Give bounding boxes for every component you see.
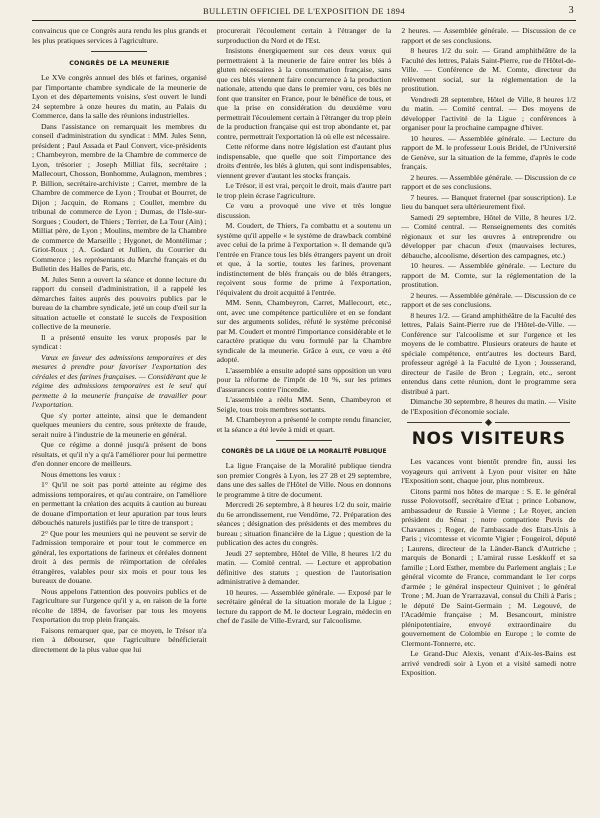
paragraph: Samedi 29 septembre, Hôtel de Ville, 8 heures 1/2. — Comité central. — Renseignements des comités régionaux et sur les œuvres à entreprendre ou développer par chacun d'eux (mauvaises lectures, débauche, alcoolisme, désertion des campagnes, etc.) xyxy=(401,212,576,260)
paragraph: MM. Senn, Chambeyron, Carret, Mallecourt, etc., ont, avec une compétence particulière et en se fondant sur des arguments solides, réfuté le système préconisé par M. Coudert et montré l'importance considérable et le caractère pratique du vœu formulé par la Chambre syndicale de la meunerie. Grâce à eux, ce vœu a été adopté. xyxy=(216,298,392,364)
section-heading-moralite: CONGRÈS DE LA LIGUE DE LA MORALITÉ PUBLIQUE xyxy=(221,449,387,455)
paragraph: M. Chambeyron a présenté le compte rendu financier, et la séance a été levée à midi et quart. xyxy=(216,415,392,434)
paragraph: L'assemblée a réélu MM. Senn, Chambeyron et Seigle, tous trois membres sortants. xyxy=(216,395,392,414)
paragraph: 2 heures. — Assemblée générale. — Discussion de ce rapport et de ses conclusions. xyxy=(401,26,576,45)
paragraph: 1° Qu'il ne soit pas porté atteinte au régime des admissions temporaires, et qu'au contraire, on l'améliore en permettant la création des acquits à caution au bureau de douane d'importation et leur apuration par tous leurs débouchés naturels justifiés par le titre de transport ; xyxy=(32,480,207,527)
paragraph: Ce vœu a provoqué une vive et très longue discussion. xyxy=(216,201,392,220)
paragraph: Nous appelons l'attention des pouvoirs publics et de l'agriculture sur l'urgence qu'il y a, en raison de la forte récolte de 1894, de favoriser par tous les moyens l'exportation du trop plein français. xyxy=(32,586,207,624)
section-heading-meunerie: CONGRÈS DE LA MEUNERIE xyxy=(69,60,170,67)
paragraph: Le Trésor, il est vrai, perçoit le droit, mais d'autre part le trop plein écrase l'agriculture. xyxy=(216,181,392,200)
paragraph: Insistons énergiquement sur ces deux vœux qui permettraient à la meunerie de faire entrer les blés à gluten nécessaires à la consommation française, sans que ces blés viennent faire concurrence à la production nationale, attendu que dans le premier vœu, ces blés ne font que transiter en France, pour le bénéfice de tous, et que la prise en considération du deuxième vœu permettrait l'écoulement certain à l'étranger du trop plein de la production française qui est trop abondante et, par contre, permettrait l'exportation là où elle est nécessaire. xyxy=(216,46,392,141)
paragraph: 7 heures. — Banquet fraternel (par souscription). Le lieu du banquet sera ultérieurement fixé. xyxy=(401,192,576,211)
page-header xyxy=(32,4,576,21)
paragraph: Le XVe congrès annuel des blés et farines, organisé par l'importante chambre syndicale de la meunerie de Lyon et des départements voisins, s'est ouvert le lundi 24 septembre à onze heures du matin, au Palais du Commerce, dans la salle des réunions industrielles. xyxy=(32,73,207,120)
paragraph: L'assemblée a ensuite adopté sans opposition un vœu pour la réforme de l'impôt de 10 %, sur les primes d'assurances contre l'incendie. xyxy=(216,365,392,394)
paragraph: Citons parmi nos hôtes de marque : S. E. le général russe Polovotsoff, secrétaire d'Etat ; prince Lobanow, ambassadeur de Russie à Vienne ; Le Royer, ancien président du Sénat ; notre compatriote Puvis de Chavannes ; Roger, de l'ambassade des Etats-Unis à Paris ; vicomtesse et vicomte Vigier ; Fougeirol, député ; Laurens, directeur de la Länder-Banck d'Autriche ; marquis de Bonardi ; L'amiral russe Leskkoff et sa famille ; Lord Esther, membre du Parlement anglais ; Le général vicomte de France, commandant le 1er corps d'armée ; le général inspecteur Quinivet ; le général Trone ; M. Juan de Yrarrazaval, consul du Chili à Paris ; le député De Saint-Germain ; M. Legouvé, de l'Académie française ; M. Besancourt, ministre plénipotentiaire, envoyé extraordinaire du gouvernement de Colombie en Europe ; le comte de Clermont-Tonnerre, etc. xyxy=(401,486,576,648)
paragraph: Que ce régime a donné jusqu'à présent de bons résultats, et qu'il n'y a qu'à l'améliorer pour lui permettre d'en donner encore de meilleurs. xyxy=(32,440,207,468)
paragraph: M. Jules Senn a ouvert la séance et donne lecture du rapport du conseil d'administration, il a rappelé les démarches faites auprès des pouvoirs publics par le bureau de la chambre syndicale, jeté un coup d'œil sur la situation actuelle et constaté le succès de l'exposition collective de la meunerie. xyxy=(32,274,207,331)
paragraph: procurerait l'écoulement certain à l'étranger de la surproduction du Nord et de l'Est. xyxy=(216,26,392,45)
paragraph: Vendredi 28 septembre, Hôtel de Ville, 8 heures 1/2 du matin. — Comité central. — Des moyens de développer l'activité de la Ligue ; conférences à organiser pour la prochaine campagne d'hiver. xyxy=(401,94,576,132)
paragraph: 8 heures 1/2. — Grand amphithéâtre de la Faculté des lettres, Palais Saint-Pierre rue de l'Hôtel-de-Ville. — Conférence sur l'alcoolisme et sur l'urgence et les moyens de le combattre. Plusieurs orateurs de haute et spéciale compétence, entr'autres les docteurs Bard, professeur agrégé à la Faculté de Lyon ; Jousserand, directeur de l'asile de Bron ; Legrain, etc., seront entendus dans cette réunion, dont le programme sera distribué à part. xyxy=(401,310,576,396)
paragraph: Que s'y porter atteinte, ainsi que le demandent quelques meuniers du centre, sous prétexte de fraude, serait nuire à l'industrie de la meunerie en général. xyxy=(32,410,207,439)
paragraph: 8 heures 1/2 du soir. — Grand amphithéâtre de la Faculté des lettres, Palais Saint-Pierre, rue de l'Hôtel-de-Ville. — Conférence de M. Comte, directeur du relèvement social, sur la réglementation de la prostitution. xyxy=(401,46,576,93)
paragraph: Cette réforme dans notre législation est d'autant plus indispensable, que quelle que soit l'importance des droits d'entrée, les blés à gluten, qui sont indispensables, viennent grever d'autant les stocks français. xyxy=(216,142,392,180)
paragraph: La ligue Française de la Moralité publique tiendra son premier Congrès à Lyon, les 27 28 et 29 septembre, dans une des salles de l'Hôtel de Ville. Nous en donnons le programme à titre de document. xyxy=(216,461,392,499)
ornament-divider xyxy=(407,420,570,425)
paragraph: 2 heures. — Assemblée générale. — Discussion de ce rapport et de ses conclusions. xyxy=(401,172,576,191)
article-columns xyxy=(32,26,576,804)
paragraph: Nous émettons les vœux : xyxy=(41,469,121,479)
paragraph: 2° Que pour les meuniers qui ne peuvent se servir de l'admission temporaire et pour tout le commerce en général, les exportations de farineux et céréales donnent droit à des permis de réimportation de céréales étrangères, valables pour six mois et pour tous les bureaux de douane. xyxy=(32,528,207,585)
bulletin-title: BULLETIN OFFICIEL DE L'EXPOSITION DE 1894 xyxy=(202,6,405,16)
divider xyxy=(276,440,332,441)
paragraph: Faisons remarquer que, par ce moyen, le Trésor n'a rien à débourser, que l'agriculture bénéficierait directement de la plus value que lui xyxy=(32,625,207,654)
paragraph: Les vacances vont bientôt prendre fin, aussi les voyageurs qui arrivent à Lyon pour visiter en hâte l'Exposition sont, chaque jour, plus nombreux. xyxy=(401,457,576,485)
column-2 xyxy=(217,26,392,804)
diamond-icon xyxy=(485,419,492,426)
paragraph: 10 heures. — Assemblée générale. — Exposé par le secrétaire général de la situation morale de la Ligue ; lecture du rapport de M. le docteur Legrain, médecin en chef de l'asile de Ville-Evrard, sur l'alcoolisme. xyxy=(216,587,392,625)
paragraph: convaincus que ce Congrès aura rendu les plus grands et les plus pratiques services à l'agriculture. xyxy=(32,26,207,45)
paragraph: Dans l'assistance on remarquait les membres du conseil d'administration du syndicat : MM. Jules Senn, président ; Paul Assada et Paul Convert, vice-présidents ; Chambeyron, membre de la Chambre de commerce de Lyon, trésorier ; Joseph Milliat fils, secrétaire ; Mallecourt, Chosson, Bonhomme, Aulagnon, membres ; P. Billion, secrétaire-archiviste ; Carret, membre de la Chambre de commerce de Lyon ; Troubat et Bourret, de Dijon ; Jacquin, de Romans ; Coullet, membre du tribunal de commerce de Lyon ; Dumas, de l'Isle-sur-Sorgues ; Coudert, de Thiers ; Terrier, de La Tour (Ain) ; Milliat père, de Lyon ; Moulins, membre de la Chambre de commerce de Marseille ; Hygonet, de Montélimar ; Griot-Roux ; A. Godard et Jullien, du Courrier du Commerce ; les représentants du Marché français et du Bulletin des Halles de Paris, etc. xyxy=(32,121,207,273)
page-number: 3 xyxy=(568,5,574,16)
section-heading-visiteurs: NOS VISITEURS xyxy=(411,429,566,449)
paragraph: Dimanche 30 septembre, 8 heures du matin. — Visite de l'Exposition d'économie sociale. xyxy=(401,397,576,416)
paragraph: Mercredi 26 septembre, à 8 heures 1/2 du soir, mairie du 6e arrondissement, rue Vendôme, 72. Préparation des séances ; désignation des présidents et des membres du bureau ; situation financière de la Ligue ; question de la publication des actes du congrès. xyxy=(216,500,392,547)
paragraph: Vœux en faveur des admissions temporaires et des mesures à prendre pour favoriser l'exportation des céréales et des farines françaises. — Considérant que le régime des admissions temporaires est le seul qui permette à la meunerie française de travailler pour l'exportation. xyxy=(32,352,207,409)
paragraph: Le Grand-Duc Alexis, venant d'Aix-les-Bains est arrivé vendredi soir à Lyon et a visité samedi notre Exposition. xyxy=(401,649,576,677)
paragraph: M. Coudert, de Thiers, l'a combattu et a soutenu un système qu'il appelle « le système de drawback combiné avec celui de la prime à l'exportation ». Il demande qu'à l'entrée en France tous les blés étrangers payent un droit et que, à la sortie, toutes les farines, provenant indistinctement de blés français ou de blés étrangers, reçoivent sous forme de prime à l'exportation, l'équivalent du droit acquitté à l'entrée. xyxy=(216,221,392,297)
paragraph: 2 heures. — Assemblée générale. — Discussion de ce rapport et de ses conclusions. xyxy=(401,290,576,309)
paragraph: 10 heures. — Assemblée générale. — Lecture du rapport de M. le professeur Louis Bridel, de l'Université de Genève, sur la situation de la femme, d'après le code français. xyxy=(401,133,576,171)
paragraph: Il a présenté ensuite les vœux proposés par le syndicat : xyxy=(32,332,207,351)
paragraph: Jeudi 27 septembre, Hôtel de Ville, 8 heures 1/2 du matin. — Comité central. — Lecture et approbation définitive des statuts ; question de l'autorisation administrative à demander. xyxy=(216,548,392,586)
column-3 xyxy=(401,26,576,804)
paragraph: 10 heures. — Assemblée générale. — Lecture du rapport de M. Comte, sur la réglementation de la prostitution. xyxy=(401,261,576,289)
column-1 xyxy=(32,26,207,804)
divider xyxy=(91,51,147,52)
